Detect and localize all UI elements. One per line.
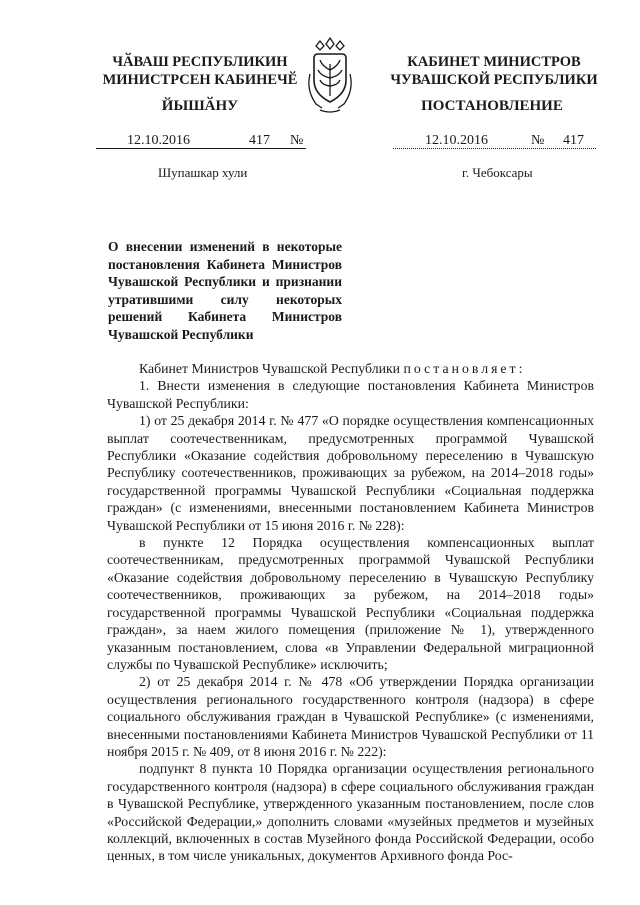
document-title: О внесении изменений в некоторые постановления Кабинета Министров Чувашской Республики и признании утратившими силу некоторых решений Кабинета Министров Чувашской Республики [108, 239, 342, 342]
document-body [107, 360, 594, 865]
ministry-name-russian-line1: КАБИНЕТ МИНИСТРОВ [407, 54, 581, 70]
ministry-name-chuvash [88, 53, 312, 89]
ministry-name-chuvash-line2: МИНИСТРСЕН КАБИНЕЧӖ [102, 72, 298, 88]
body-intro: Кабинет Министров Чувашской Республики постановляет: [139, 361, 526, 376]
date-left: 12.10.2016 [127, 133, 190, 148]
body-paragraph-3: в пункте 12 Порядка осуществления компенсационных выплат соотечественникам, предусмотренных программой Чувашской Республики «Оказание содействия добровольному переселению в Чувашскую Республику соотечественников, проживающих за рубежом, на 2014–2018 годы» государственной программы Чувашской Республики «Социальная поддержка граждан», за наем жилого помещения (приложение № 1), утвержденного указанным постановлением, слова «в Управлении Федеральной миграционной службы по Чувашской Республике» исключить; [107, 535, 594, 672]
number-sign-left: № [290, 133, 304, 148]
ministry-name-russian-line2: ЧУВАШСКОЙ РЕСПУБЛИКИ [390, 72, 598, 88]
place-chuvash: Шупашкар хули [158, 165, 248, 180]
number-sign-right: № [531, 133, 545, 148]
chuvash-emblem-icon [302, 34, 358, 118]
body-paragraph-2: 1) от 25 декабря 2014 г. № 477 «О порядке осуществления компенсационных выплат соотечественникам, предусмотренных программой Чувашской Республики «Оказание содействия добровольному переселению в Чувашскую Республику соотечественников, проживающих за рубежом, на 2014–2018 годы» государственной программы Чувашской Республики «Социальная поддержка граждан» (с изменениями, внесенными постановлением Кабинета Министров Чувашской Республики от 15 июня 2016 г. № 228): [107, 413, 594, 533]
body-paragraph-5: подпункт 8 пункта 10 Порядка организации осуществления регионального государственного контроля (надзора) в сфере социального обслуживания граждан в Чувашской Республике, утвержденного указанным постановлением, после слов «Российской Федерации,» дополнить словами «музейных предметов и музейных коллекций, включенных в состав Музейного фонда Российской Федерации, особо ценных, в том числе уникальных, документов Архивного фонда Рос- [107, 761, 594, 864]
date-right: 12.10.2016 [425, 133, 488, 148]
doc-type-chuvash: ЙЫШӐНУ [161, 98, 239, 114]
ministry-name-russian [378, 53, 610, 89]
number-right: 417 [563, 133, 584, 148]
body-paragraph-4: 2) от 25 декабря 2014 г. № 478 «Об утверждении Порядка организации осуществления регионального государственного контроля (надзора) в сфере социального обслуживания граждан в Чувашской Республике» (с изменениями, внесенными постановлениями Кабинета Министров Чувашской Республики от 11 ноября 2015 г. № 409, от 8 июня 2016 г. № 222): [107, 674, 594, 759]
body-paragraph-1: 1. Внести изменения в следующие постановления Кабинета Министров Чувашской Республики: [107, 378, 594, 411]
doc-type-russian: ПОСТАНОВЛЕНИЕ [421, 98, 563, 114]
number-left: 417 [249, 133, 270, 148]
place-russian: г. Чебоксары [462, 165, 533, 180]
ministry-name-chuvash-line1: ЧӐВАШ РЕСПУБЛИКИН [112, 54, 288, 70]
keyword-postanovlyaet: постановляет: [403, 361, 526, 376]
